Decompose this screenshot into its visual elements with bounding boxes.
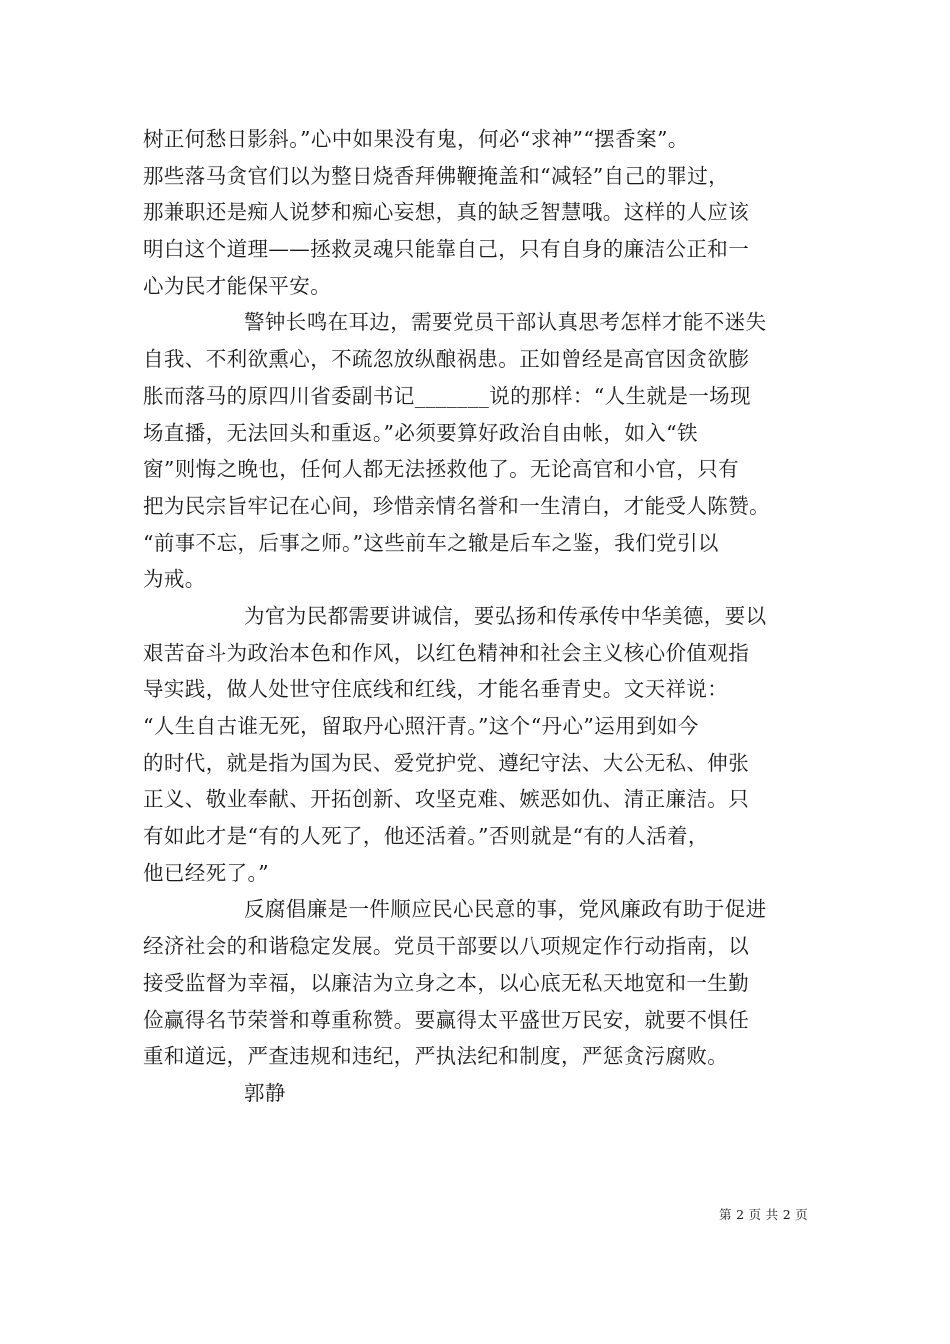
text-line: 心为民才能保平安。 [143, 273, 332, 298]
text-line: 警钟长鸣在耳边，需要党员干部认真思考怎样才能不迷失 [244, 310, 767, 335]
text-line: 自我、不利欲熏心，不疏忽放纵酿祸患。正如曾经是高官因贪欲膨 [143, 347, 750, 372]
paragraph [143, 121, 813, 304]
text-line: 树正何愁日影斜。”心中如果没有鬼，何必“求神”“摆香案”。 [143, 127, 689, 151]
text-line: 有如此才是“有的人死了，他还活着。”否则就是“有的人活着， [143, 824, 709, 849]
text-line: 艰苦奋斗为政治本色和作风，以红色精神和社会主义核心价值观指 [143, 640, 750, 665]
text-line: 把为民宗旨牢记在心间，珍惜亲情名誉和一生清白，才能受人陈赞。 [143, 493, 770, 518]
text-line: 正义、敬业奉献、开拓创新、攻坚克难、嫉恶如仇、清正廉洁。只 [143, 787, 750, 812]
paragraph [143, 891, 813, 1074]
text-line: “人生自古谁无死，留取丹心照汗青。”这个“丹心”运用到如今 [143, 714, 699, 738]
text-line: 接受监督为幸福，以廉洁为立身之本，以心底无私天地宽和一生勤 [143, 970, 750, 995]
text-line: “前事不忘，后事之师。”这些前车之辙是后车之鉴，我们党引以 [143, 530, 719, 555]
text-line: 重和道远，严查违规和违纪，严执法纪和制度，严惩贪污腐败。 [143, 1044, 729, 1069]
text-line: 郭静 [244, 1080, 286, 1105]
text-line: 经济社会的和谐稳定发展。党员干部要以八项规定作行动指南，以 [143, 934, 750, 959]
text-line: 的时代，就是指为国为民、爱党护党、遵纪守法、大公无私、伸张 [143, 750, 750, 775]
author-signature [143, 1075, 813, 1112]
text-line: 那些落马贪官们以为整日烧香拜佛鞭掩盖和“减轻”自己的罪过， [143, 163, 730, 188]
text-line: 俭赢得名节荣誉和尊重称赞。要赢得太平盛世万民安，就要不惧任 [143, 1007, 750, 1032]
text-line: 为官为民都需要讲诚信，要弘扬和传承传中华美德，要以 [244, 603, 767, 628]
text-line: 反腐倡廉是一件顺应民心民意的事，党风廉政有助于促进 [244, 897, 767, 922]
page-number-footer: 第 2 页 共 2 页 [719, 1207, 809, 1222]
text-line: 为戒。 [143, 567, 206, 592]
text-line: 他已经死了。” [143, 860, 270, 885]
paragraph [143, 598, 813, 892]
text-line: 明白这个道理——拯救灵魂只能靠自己，只有自身的廉洁公正和一 [143, 237, 750, 262]
paragraph [143, 304, 813, 598]
text-line: 胀而落马的原四川省委副书记_______说的那样：“人生就是一场现 [143, 383, 751, 408]
text-line: 那兼职还是痴人说梦和痴心妄想，真的缺乏智慧哦。这样的人应该 [143, 200, 750, 225]
text-line: 导实践，做人处世守住底线和红线，才能名垂青史。文天祥说： [143, 677, 729, 702]
text-line: 场直播，无法回头和重返。”必须要算好政治自由帐，如入“铁 [143, 420, 698, 445]
document-body [143, 121, 813, 1112]
text-line: 窗”则悔之晚也，任何人都无法拯救他了。无论高官和小官，只有 [143, 457, 740, 482]
